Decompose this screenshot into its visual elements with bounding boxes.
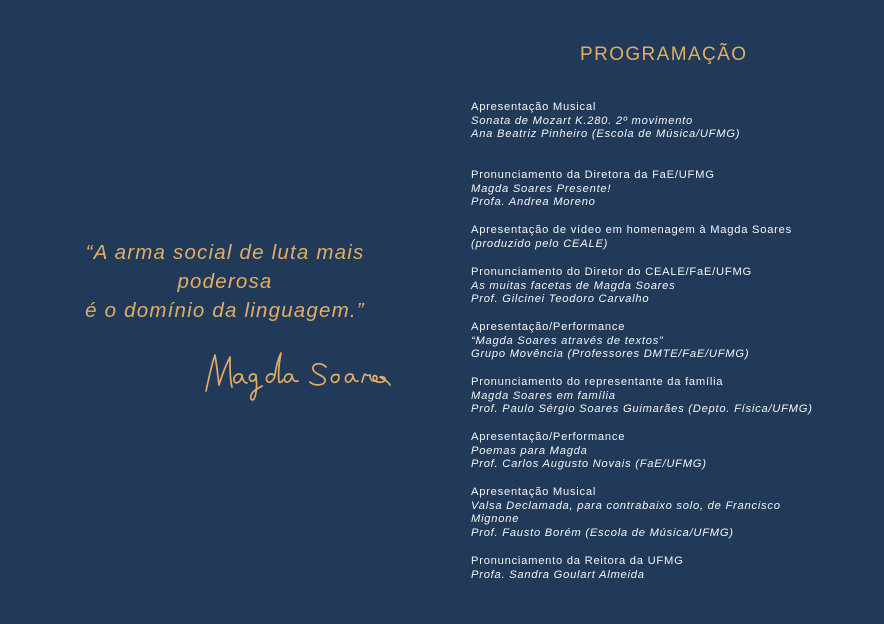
program-item-heading: Pronunciamento do representante da família	[471, 376, 724, 388]
program-item-detail: Mignone	[471, 513, 520, 526]
program-item-detail: Prof. Paulo Sérgio Soares Guimarães (Depto. Física/UFMG)	[471, 403, 813, 416]
program-item-heading: Apresentação/Performance	[471, 321, 626, 333]
quote-line: “A arma social de luta mais	[85, 241, 365, 264]
program-item-detail: Prof. Carlos Augusto Novais (FaE/UFMG)	[471, 458, 707, 471]
program-item	[471, 321, 876, 362]
program-item-detail: “Magda Soares através de textos”	[471, 334, 664, 347]
program-item-heading: Apresentação Musical	[471, 101, 597, 113]
program-item-detail: Grupo Movência (Professores DMTE/FaE/UFMG)	[471, 348, 750, 361]
program-item-heading: Pronunciamento do Diretor do CEALE/FaE/UFMG	[471, 266, 752, 278]
quote	[30, 238, 420, 325]
program-item-detail: (produzido pelo CEALE)	[471, 237, 609, 250]
program-item-detail: Magda Soares em família	[471, 389, 616, 402]
program-item	[471, 266, 876, 307]
program-item	[471, 376, 876, 417]
program-item-heading: Apresentação/Performance	[471, 431, 626, 443]
program-item	[471, 431, 876, 472]
program-item	[471, 169, 876, 210]
program-item-heading: Pronunciamento da Reitora da UFMG	[471, 555, 684, 567]
program-item-detail: Profa. Andrea Moreno	[471, 196, 596, 209]
quote-line: é o domínio da linguagem.”	[85, 299, 365, 322]
program-item	[471, 224, 876, 251]
program-item-detail: Profa. Sandra Goulart Almeida	[471, 568, 645, 581]
program-item-detail: Valsa Declamada, para contrabaixo solo, de Francisco	[471, 499, 781, 512]
program-item	[471, 101, 876, 142]
program-item-detail: Ana Beatriz Pinheiro (Escola de Música/UFMG)	[471, 128, 741, 141]
program-item	[471, 555, 876, 582]
signature-magda-soares	[202, 345, 394, 403]
program-item-heading: Apresentação Musical	[471, 486, 597, 498]
quote-line: poderosa	[177, 270, 273, 293]
program-item-detail: As muitas facetas de Magda Soares	[471, 279, 676, 292]
program-item-detail: Prof. Gilcinei Teodoro Carvalho	[471, 293, 650, 306]
program-item-detail: Sonata de Mozart K.280. 2º movimento	[471, 114, 694, 127]
program-title: PROGRAMAÇÃO	[580, 44, 748, 65]
program-item-heading: Apresentação de vídeo em homenagem à Magda Soares	[471, 224, 792, 236]
program-item-detail: Magda Soares Presente!	[471, 182, 612, 195]
program-item	[471, 486, 876, 540]
program-item-detail: Prof. Fausto Borém (Escola de Música/UFMG)	[471, 526, 734, 539]
program-item-detail: Poemas para Magda	[471, 444, 588, 457]
program-item-heading: Pronunciamento da Diretora da FaE/UFMG	[471, 169, 715, 181]
